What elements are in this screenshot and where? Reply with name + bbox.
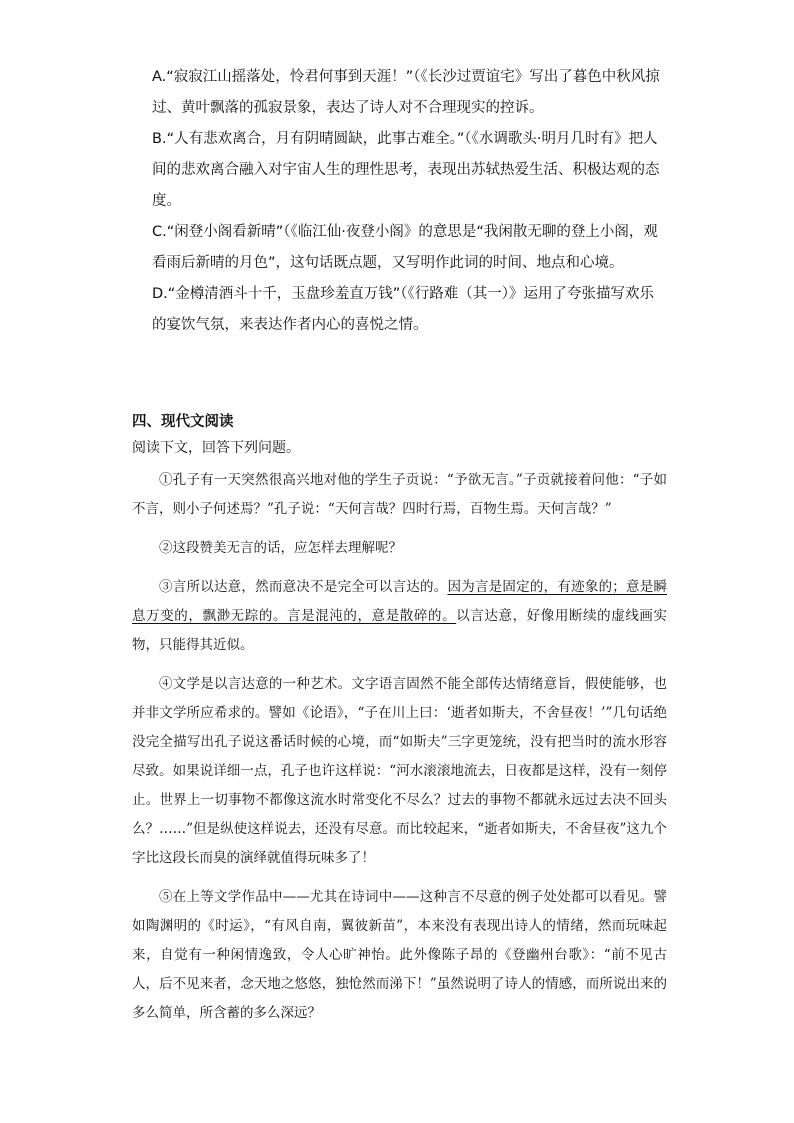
passage-paragraph-4: ④文学是以言达意的一种艺术。文字语言固然不能全部传达情绪意旨，假使能够，也并非文学所应希求的。譬如《论语》，“子在川上曰：‘逝者如斯夫，不舍昼夜！’”几句话绝没完全描写出孔子说这番话时候的心境，而“如斯夫”三字更笼统，没有把当时的流水形容尽致。如果说详细一点，孔子也许这样说：“河水滚滚地流去，日夜都是这样，没有一刻停止。世界上一切事物不都像这流水时常变化不尽么？过去的事物不都就永远过去决不回头么？……”但是纵使这样说去，还没有尽意。而比较起来，“逝者如斯夫，不舍昼夜”这九个字比这段长而臭的演绎就值得玩味多了！: [132, 676, 667, 866]
section-title: 四、现代文阅读: [132, 414, 234, 430]
option-a-letter: A.: [152, 69, 167, 85]
passage-paragraph-1: ①孔子有一天突然很高兴地对他的学生子贡说：“予欲无言。”子贡就接着问他：“子如不言，则小子何述焉？”孔子说：“天何言哉？四时行焉，百物生焉。天何言哉？”: [132, 472, 667, 517]
option-b-text: “人有悲欢离合，月有阴晴圆缺，此事古难全。”（《水调歌头·明月几时有》把人间的悲欢离合融入对宇宙人生的理性思考，表现出苏轼热爱生活、积极达观的态度。: [152, 131, 660, 209]
underlined-sentence: 因为言是固定的，有迹象的；意是瞬息万变的，飘渺无踪的。言是混沌的，意是散碎的。: [132, 579, 668, 624]
option-d: [152, 279, 664, 341]
option-a-text: “寂寂江山摇落处，怜君何事到天涯！”（《长沙过贾谊宅》写出了暮色中秋风掠过、黄叶飘落的孤寂景象，表达了诗人对不合理现实的控诉。: [152, 69, 660, 116]
option-d-letter: D.: [152, 286, 168, 302]
passage-paragraph-3: [132, 573, 667, 660]
paragraph-3-lead: ③言所以达意，然而意决不是完全可以言达的。: [159, 579, 448, 595]
option-c: [152, 217, 664, 279]
option-a: [152, 62, 664, 124]
section-instruction: 阅读下文，回答下列问题。: [132, 440, 300, 456]
option-d-text: “金樽清酒斗十千，玉盘珍羞直万钱”（《行路难（其一）》运用了夸张描写欢乐的宴饮气氛，来表达作者内心的喜悦之情。: [152, 286, 655, 333]
option-b-letter: B.: [152, 131, 167, 147]
passage-paragraph-2: ②这段赞美无言的话，应怎样去理解呢？: [159, 540, 402, 556]
option-b: [152, 124, 664, 217]
option-c-text: “闲登小阁看新晴”（《临江仙·夜登小阁》的意思是“我闲散无聊的登上小阁，观看雨后新晴的月色”，这句话既点题，又写明作此词的时间、地点和心境。: [152, 224, 658, 271]
option-c-letter: C.: [152, 224, 167, 240]
passage-paragraph-5: ⑤在上等文学作品中——尤其在诗词中——这种言不尽意的例子处处都可以看见。譬如陶渊明的《时运》，“有风自南，翼彼新苗”，本来没有表现出诗人的情绪，然而玩味起来，自觉有一种闲情逸致，令人心旷神怡。此外像陈子昂的《登幽州台歌》：“前不见古人，后不见来者，念天地之悠悠，独怆然而涕下！”虽然说明了诗人的情感，而所说出来的多么简单，所含蓄的多么深远？: [132, 889, 667, 1021]
paragraph-3-tail: 以言达意，好像用断续的虚线画实物，只能得其近似。: [132, 608, 668, 653]
reading-passage: [132, 466, 667, 1028]
